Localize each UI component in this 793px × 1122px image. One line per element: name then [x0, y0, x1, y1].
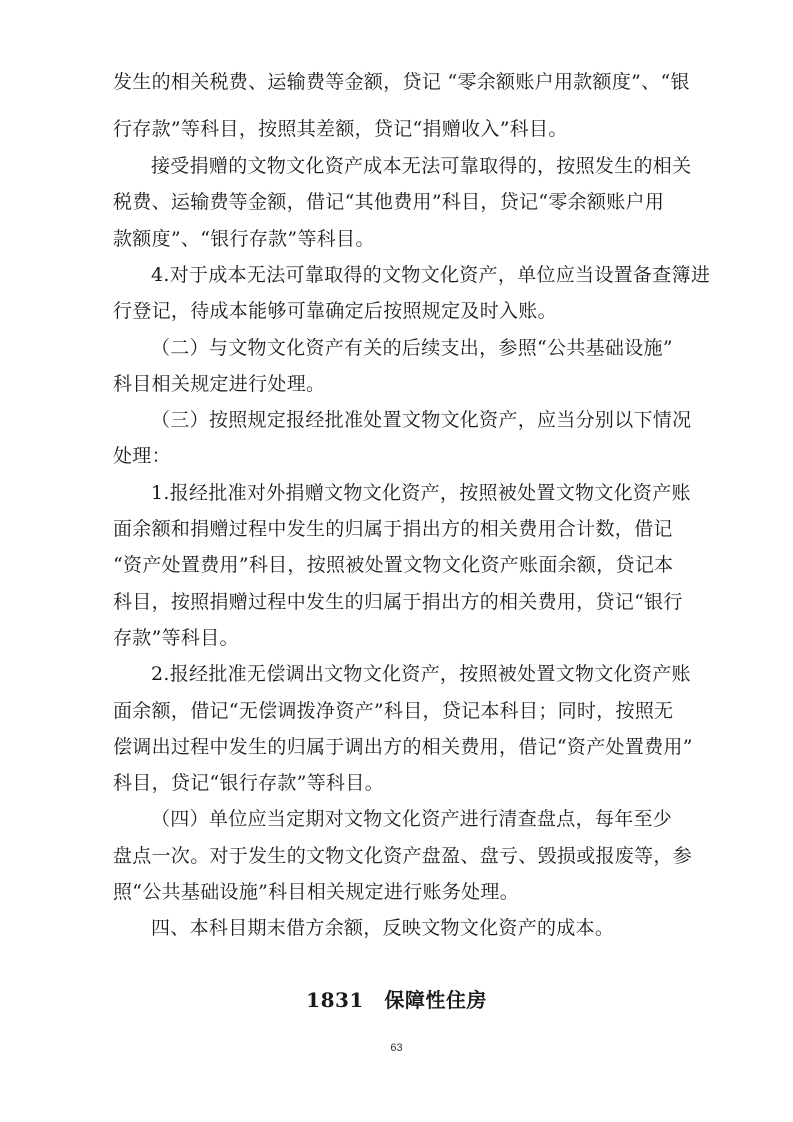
text-line: 面余额和捐赠过程中发生的归属于捐出方的相关费用合计数，借记: [113, 518, 673, 540]
text-line: 照“公共基础设施”科目相关规定进行账务处理。: [113, 881, 520, 903]
text-line: 面余额，借记“无偿调拨净资产”科目，贷记本科目；同时，按照无: [113, 700, 674, 722]
text-line: 偿调出过程中发生的归属于调出方的相关费用，借记“资产处置费用”: [113, 736, 693, 758]
text-line: 发生的相关税费、运输费等金额，贷记 “零余额账户用款额度”、“银: [113, 71, 690, 93]
text-line: 盘点一次。对于发生的文物文化资产盘盈、盘亏、毁损或报废等，参: [113, 845, 693, 867]
text-line: （三）按照规定报经批准处置文物文化资产，应当分别以下情况: [151, 409, 692, 431]
text-line: 四、本科目期末借方余额，反映文物文化资产的成本。: [151, 917, 615, 939]
text-line: 1.报经批准对外捐赠文物文化资产，按照被处置文物文化资产账: [151, 482, 691, 504]
text-line: 科目，按照捐赠过程中发生的归属于捐出方的相关费用，贷记“银行: [113, 591, 683, 613]
text-line: “资产处置费用”科目，按照被处置文物文化资产账面余额，贷记本: [113, 554, 674, 576]
text-line: 2.报经批准无偿调出文物文化资产，按照被处置文物文化资产账: [151, 663, 691, 685]
text-line: 行存款”等科目，按照其差额，贷记“捐赠收入”科目。: [113, 118, 568, 140]
page-number: 63: [390, 1042, 403, 1054]
text-line: 存款”等科目。: [113, 627, 239, 649]
text-line: 科目，贷记“银行存款”等科目。: [113, 772, 384, 794]
text-line: （四）单位应当定期对文物文化资产进行清查盘点，每年至少: [151, 808, 673, 830]
text-line: 4.对于成本无法可靠取得的文物文化资产，单位应当设置备查簿进: [151, 264, 711, 286]
text-line: 行登记，待成本能够可靠确定后按照规定及时入账。: [113, 300, 557, 322]
text-line: 科目相关规定进行处理。: [113, 373, 326, 395]
text-line: 接受捐赠的文物文化资产成本无法可靠取得的，按照发生的相关: [151, 155, 692, 177]
text-line: 款额度”、“银行存款”等科目。: [113, 228, 375, 250]
text-line: （二）与文物文化资产有关的后续支出，参照“公共基础设施”: [151, 337, 673, 359]
text-line: 处理：: [113, 445, 171, 467]
text-line: 税费、运输费等金额，借记“其他费用”科目，贷记“零余额账户用: [113, 191, 665, 213]
section-heading: 1831 保障性住房: [306, 988, 487, 1012]
